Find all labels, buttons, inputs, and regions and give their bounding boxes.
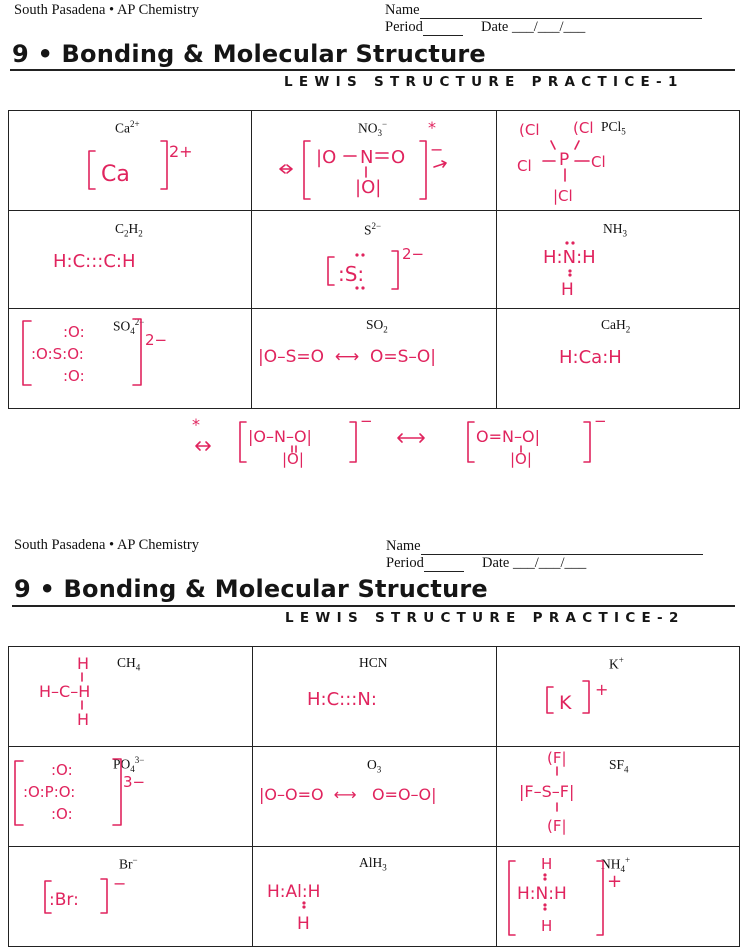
svg-text:2−: 2− <box>145 331 168 349</box>
svg-text:|O: |O <box>316 147 337 168</box>
svg-text::O:S:O:: :O:S:O: <box>31 345 84 363</box>
svg-text:H: H <box>297 914 310 934</box>
svg-text:|O|: |O| <box>510 450 532 468</box>
cell-pcl5 <box>497 111 740 211</box>
lewis-so2: |O–S=O ⟷ O=S–O| <box>258 347 437 367</box>
svg-text:(F|: (F| <box>547 749 567 767</box>
svg-text:P: P <box>559 150 570 170</box>
page-subtitle-1: LEWIS STRUCTURE PRACTICE-1 <box>284 74 684 90</box>
lewis-sf4 <box>497 747 740 847</box>
svg-text::O:: :O: <box>63 367 85 385</box>
svg-text:Ca: Ca <box>101 162 130 187</box>
cell-s2 <box>252 211 497 309</box>
name-label: Name <box>385 2 420 18</box>
svg-text:H:Al:H: H:Al:H <box>267 882 321 902</box>
lewis-so4 <box>9 309 252 409</box>
school-header-1: South Pasadena • AP Chemistry <box>14 2 199 18</box>
cell-alh3 <box>253 847 497 947</box>
page-title-1: 9 • Bonding & Molecular Structure <box>12 40 486 68</box>
svg-text:K: K <box>559 692 572 714</box>
title-rule-1 <box>10 69 735 71</box>
cell-o3 <box>253 747 497 847</box>
name-label: Name <box>386 538 421 554</box>
svg-text:Cl: Cl <box>591 153 606 171</box>
cell-br <box>9 847 253 947</box>
cell-po4 <box>9 747 253 847</box>
lewis-hcn: H:C:::N: <box>307 689 377 710</box>
lewis-k <box>497 647 740 747</box>
svg-text:+: + <box>607 871 623 892</box>
cell-no3 <box>252 111 497 211</box>
svg-text:−: − <box>594 412 607 430</box>
lewis-o3: |O–O=O ⟷ O=O–O| <box>259 785 437 804</box>
svg-text:−: − <box>430 140 444 159</box>
formula-label: $CH_4$ <box>117 655 141 673</box>
formula-label: $SO_2$ <box>366 317 388 335</box>
svg-text:H–C–H: H–C–H <box>39 682 91 701</box>
svg-text::O:: :O: <box>51 805 73 823</box>
lewis-alh3 <box>253 847 497 947</box>
cell-so2 <box>252 309 497 409</box>
lewis-cah2: H:Ca:H <box>559 347 622 368</box>
lewis-pcl5 <box>497 111 740 211</box>
formula-label: $PO_4^{3-}$ <box>113 755 145 775</box>
lewis-po4 <box>9 747 253 847</box>
formula-label: Br− <box>119 855 138 872</box>
svg-text::O:P:O:: :O:P:O: <box>23 783 76 801</box>
period-label: Period <box>386 555 424 571</box>
formula-label: K+ <box>609 655 624 672</box>
svg-text:|O|: |O| <box>282 450 304 468</box>
svg-text:H:N:H: H:N:H <box>517 884 567 904</box>
svg-text:+: + <box>595 680 609 699</box>
title-rule-2 <box>12 605 735 607</box>
svg-text::O:: :O: <box>51 761 73 779</box>
lewis-nh4 <box>497 847 740 947</box>
name-period-date-2: Name Period Date ___/___/___ <box>386 538 703 572</box>
cell-sf4 <box>497 747 740 847</box>
lewis-no3 <box>252 111 497 211</box>
svg-text::O:: :O: <box>63 323 85 341</box>
no3-extra-resonance <box>190 412 620 472</box>
lewis-c2h2: H:C:::C:H <box>53 251 136 272</box>
svg-text:H: H <box>541 917 553 935</box>
svg-text:*: * <box>192 415 200 434</box>
formula-label: $Ca^{2+}$ <box>115 119 140 136</box>
svg-text::Br:: :Br: <box>49 890 79 910</box>
svg-text:|O|: |O| <box>355 177 382 198</box>
name-period-date-1: Name Period Date ___/___/___ <box>385 2 702 36</box>
svg-text:Cl: Cl <box>517 157 532 175</box>
svg-text:2−: 2− <box>402 245 425 263</box>
svg-text:(Cl: (Cl <box>573 119 594 137</box>
formula-label: $S^{2-}$ <box>364 221 382 238</box>
cell-nh4 <box>497 847 740 947</box>
lewis-ch4 <box>9 647 253 747</box>
svg-text:*: * <box>428 118 436 137</box>
practice-grid-2 <box>8 646 740 947</box>
svg-text:N: N <box>360 147 374 168</box>
lewis-ca <box>9 111 252 211</box>
formula-label: PCl$_5$ <box>601 119 626 137</box>
svg-text:|F–S–F|: |F–S–F| <box>519 782 575 801</box>
school-header-2: South Pasadena • AP Chemistry <box>14 537 199 553</box>
cell-cah2 <box>497 309 740 409</box>
lewis-s2 <box>252 211 497 309</box>
cell-ch4 <box>9 647 253 747</box>
cell-nh3 <box>497 211 740 309</box>
formula-label: $NO_3^-$ <box>358 119 388 139</box>
lewis-nh3 <box>497 211 740 309</box>
cell-ca <box>9 111 252 211</box>
date-label: Date <box>481 555 510 571</box>
svg-text:O=N–O|: O=N–O| <box>476 427 540 446</box>
svg-text:H: H <box>77 710 90 729</box>
formula-label: $SO_4^{2-}$ <box>113 317 145 337</box>
practice-grid-1 <box>8 110 740 409</box>
formula-label: HCN <box>359 655 388 670</box>
formula-label: $NH_3$ <box>603 221 627 239</box>
formula-label: CaH$_2$ <box>601 317 631 335</box>
page-subtitle-2: LEWIS STRUCTURE PRACTICE-2 <box>285 610 685 626</box>
lewis-br <box>9 847 253 947</box>
formula-label: AlH$_3$ <box>359 855 387 873</box>
cell-hcn <box>253 647 497 747</box>
cell-c2h2 <box>9 211 252 309</box>
svg-text:H: H <box>561 280 574 300</box>
cell-k <box>497 647 740 747</box>
svg-text:(F|: (F| <box>547 817 567 835</box>
svg-text:H: H <box>77 654 90 673</box>
svg-text:(Cl: (Cl <box>519 121 540 139</box>
formula-label: $NH_4^+$ <box>601 855 631 875</box>
svg-text:|Cl: |Cl <box>553 187 573 205</box>
svg-text:H: H <box>541 855 553 873</box>
svg-text:−: − <box>113 874 127 893</box>
svg-text:|O–N–O|: |O–N–O| <box>248 427 312 446</box>
page-title-2: 9 • Bonding & Molecular Structure <box>14 575 488 603</box>
svg-text:H:N:H: H:N:H <box>543 247 596 268</box>
formula-label: $O_3$ <box>367 757 382 775</box>
date-label: Date <box>480 19 509 35</box>
svg-text:O: O <box>391 147 406 168</box>
formula-label: $C_2H_2$ <box>115 221 143 239</box>
svg-text:−: − <box>360 412 373 430</box>
cell-so4 <box>9 309 252 409</box>
svg-text::S:: :S: <box>338 262 365 286</box>
svg-text:3−: 3− <box>123 773 146 791</box>
period-label: Period <box>385 19 423 35</box>
charge: 2+ <box>169 142 193 161</box>
formula-label: $SF_4$ <box>609 757 629 775</box>
